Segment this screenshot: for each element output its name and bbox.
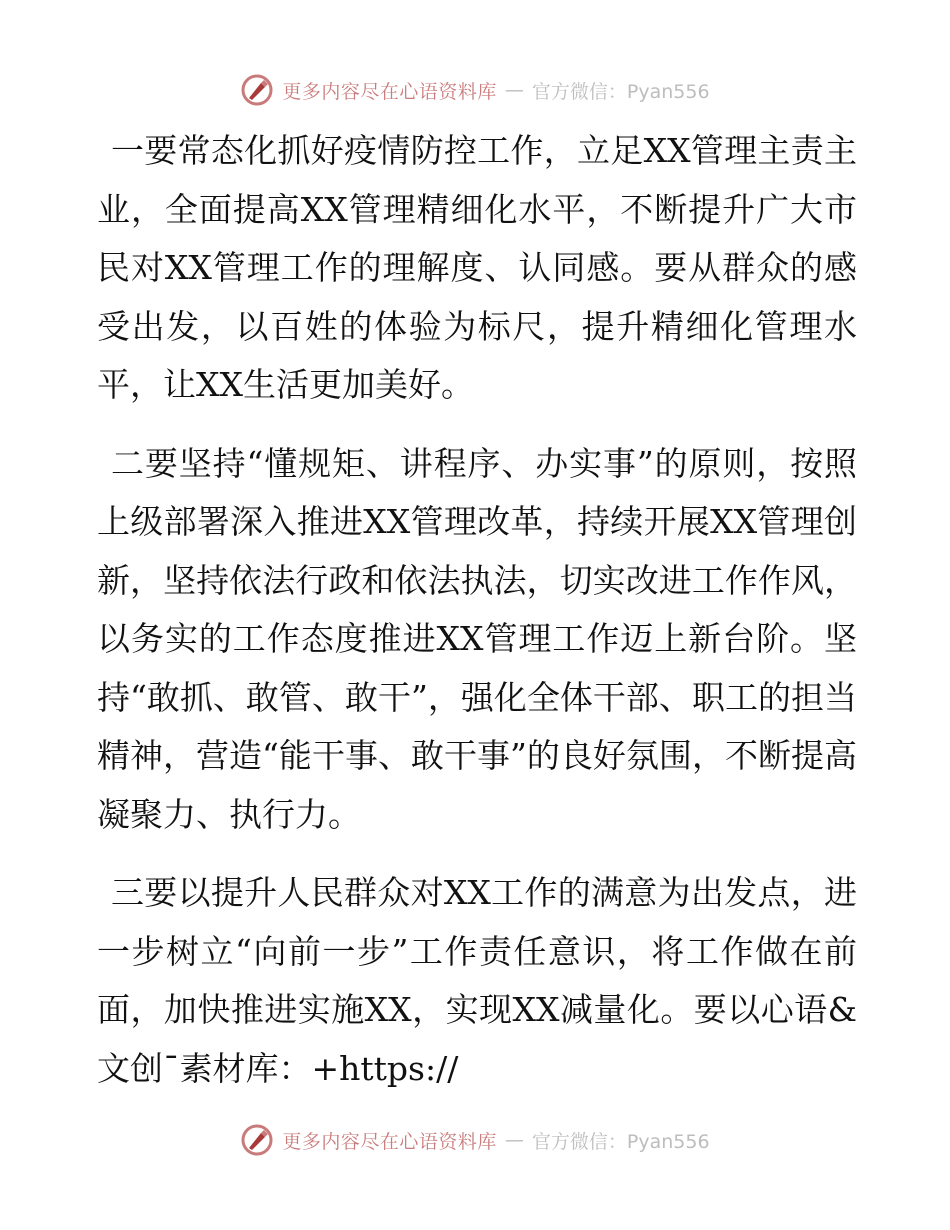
paragraph-1: 一要常态化抓好疫情防控工作，立足XX管理主责主业，全面提高XX管理精细化水平，不断提升广大市民对XX管理工作的理解度、认同感。要从群众的感受出发，以百姓的体验为标尺，提升精细化管理水平，让XX生活更加美好。: [97, 131, 857, 404]
watermark-contact: 官方微信：Pyan556: [531, 80, 710, 103]
watermark-main-text: 更多内容尽在心语资料库: [282, 80, 497, 103]
watermark-main-text: 更多内容尽在心语资料库: [282, 1130, 497, 1153]
paragraph-2: 二要坚持“懂规矩、讲程序、办实事”的原则，按照上级部署深入推进XX管理改革，持续开展XX管理创新，坚持依法行政和依法执法，切实改进工作作风，以务实的工作态度推进XX管理工作迈上新台阶。坚持“敢抓、敢管、敢干”，强化全体干部、职工的担当精神，营造“能干事、敢干事”的良好氛围，不断提高凝聚力、执行力。: [97, 443, 857, 834]
pen-logo-icon: [240, 1123, 274, 1157]
pen-logo-icon: [240, 73, 274, 107]
header-watermark: [0, 70, 950, 110]
watermark-dash: —: [504, 79, 524, 101]
footer-watermark: [0, 1120, 950, 1160]
paragraph-3: 三要以提升人民群众对XX工作的满意为出发点，进一步树立“向前一步”工作责任意识，将工作做在前面，加快推进实施XX，实现XX减量化。要以心语&文创¯素材库：+https://: [97, 873, 857, 1088]
watermark-contact: 官方微信：Pyan556: [531, 1130, 710, 1153]
watermark-dash: —: [504, 1129, 524, 1151]
document-body: [97, 122, 857, 1118]
